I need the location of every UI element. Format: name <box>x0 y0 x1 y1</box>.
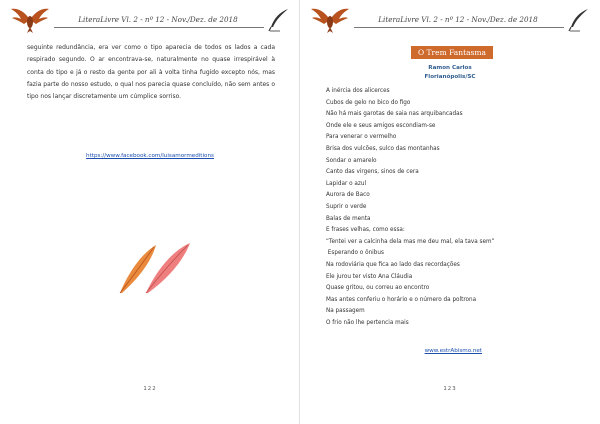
poem-line: Canto das virgens, sinos de cera <box>326 169 419 176</box>
poem-line: Balas de menta <box>326 215 371 222</box>
poem-line: O frio não lhe pertencia mais <box>326 319 409 326</box>
estrabismo-link[interactable]: www.estrAbismo.net <box>424 348 482 354</box>
poem-title: O Trem Fantasma <box>411 46 493 59</box>
page-number: 123 <box>443 386 457 392</box>
poem-line: Para venerar o vermelho <box>326 134 397 141</box>
poem-line: Na rodoviária que fica ao lado das recordações <box>326 261 460 268</box>
poem-line: Brisa dos vulcões, sulco das montanhas <box>326 145 440 152</box>
header-title: LiteraLivre Vl. 2 - nº 12 - Nov./Dez. de 2018 <box>78 15 238 24</box>
phoenix-bird-icon <box>310 6 350 34</box>
feathers-icon <box>114 235 194 295</box>
poem-body <box>326 86 586 329</box>
facebook-link-container <box>0 153 300 159</box>
facebook-link[interactable]: https://www.facebook.com/luisamormeditions <box>86 153 214 159</box>
page-header <box>10 6 290 36</box>
poem-line: Ele jurou ter visto Ana Cláudia <box>326 273 413 280</box>
author-city: Florianópolis/SC <box>424 73 476 80</box>
quill-pen-icon <box>568 8 590 32</box>
header-title: LiteraLivre Vl. 2 - nº 12 - Nov./Dez. de 2018 <box>378 15 538 24</box>
poem-line: Sondar o amarelo <box>326 157 377 164</box>
right-page <box>300 0 600 424</box>
author-name: Ramon Carlos <box>428 65 472 71</box>
quill-pen-icon <box>268 8 290 32</box>
poem-line: Esperando o ônibus <box>326 250 384 257</box>
poem-line: E frases velhas, como essa: <box>326 227 405 234</box>
poem-line: Cubos de gelo no bico do figo <box>326 99 411 106</box>
poem-line: Na passagem <box>326 308 365 315</box>
header-rule <box>54 27 264 28</box>
poem-line: Mas antes conferiu o horário e o número da poltrona <box>326 296 477 303</box>
page-number: 122 <box>143 386 157 392</box>
author-block <box>300 64 600 81</box>
poem-line: Aurora de Baco <box>326 192 370 199</box>
poem-line: Onde ele e seus amigos escondiam-se <box>326 122 436 129</box>
poem-line: A inércia dos alicerces <box>326 88 390 94</box>
poem-line: Suprir o verde <box>326 203 367 210</box>
page-header <box>310 6 590 36</box>
poem-line: Não há mais garotas de saia nas arquibancadas <box>326 111 463 118</box>
poem-line: Quase gritou, ou correu ao encontro <box>326 285 430 292</box>
phoenix-bird-icon <box>10 6 50 34</box>
body-paragraph: seguinte redundância, era ver como o tipo aparecia de todos os lados a cada respirado segundo. O ar encontrava-se, naturalmente no quase irrespirável à conta do tipo e já o resto da gente por ali à volta tinha fugido excepto nós, mas fazia parte do nosso estudo, o qual nos parecia quase concluído, não sem antes o tipo nos lançar discretamente um cúmplice sorriso. <box>27 44 275 101</box>
poem-line: Lapidar o azul <box>326 180 367 187</box>
poem-line: “Tentei ver a calcinha dela mas me deu mal, ela tava sem” <box>326 238 495 245</box>
header-rule <box>354 27 564 28</box>
